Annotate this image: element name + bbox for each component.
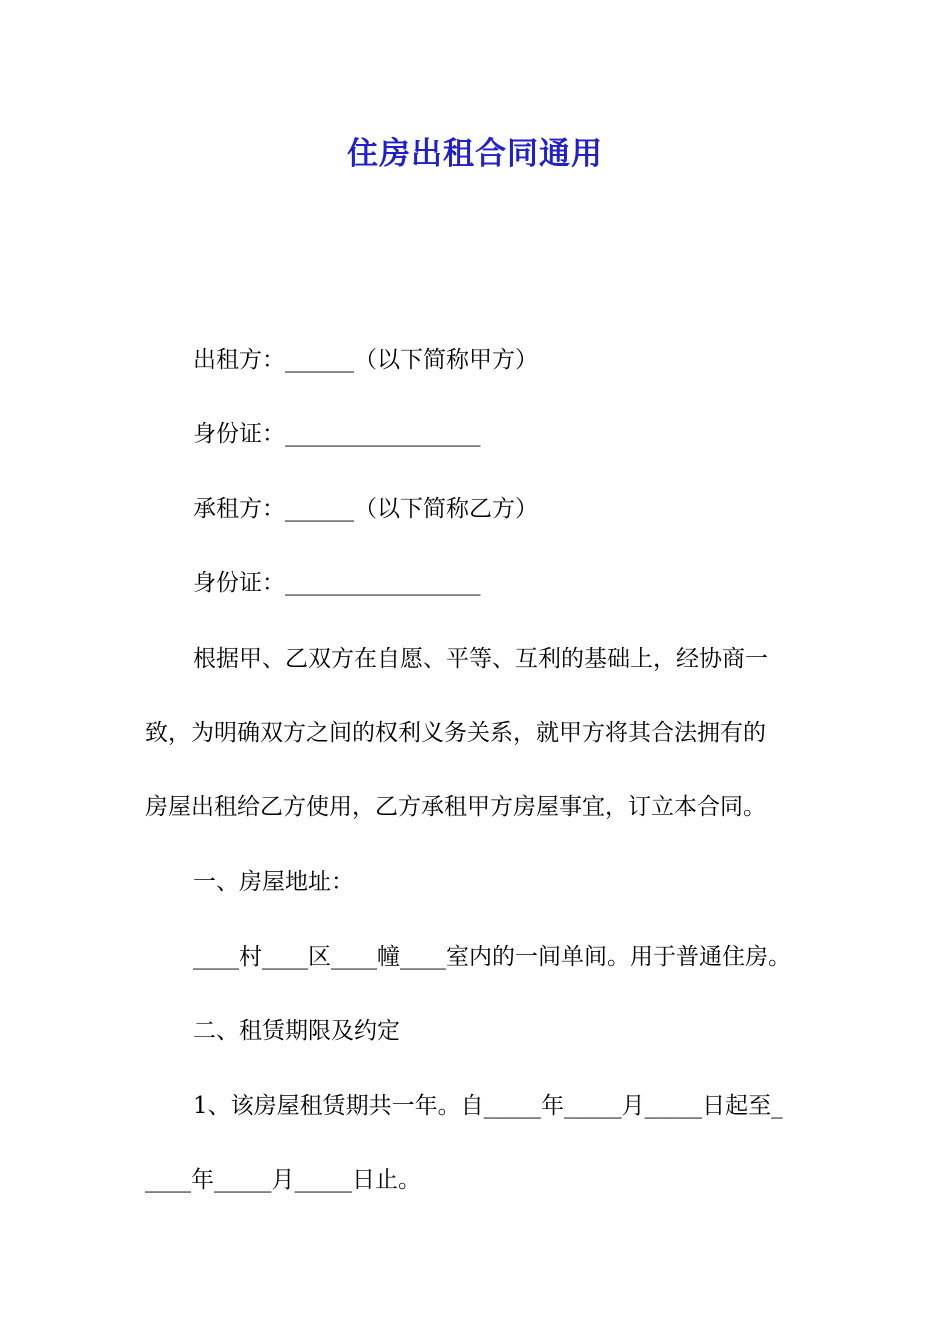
- lessor-id-line: 身份证：_________________: [193, 421, 481, 447]
- lessee-line: 承租方：______（以下简称乙方）: [193, 496, 538, 522]
- preamble-line-3: 房屋出租给乙方使用，乙方承租甲方房屋事宜，订立本合同。: [145, 794, 766, 820]
- preamble-line-1: 根据甲、乙双方在自愿、平等、互利的基础上，经协商一: [193, 646, 768, 672]
- lessee-id-line: 身份证：_________________: [193, 570, 481, 596]
- document-title: 住房出租合同通用: [347, 136, 603, 172]
- preamble-line-2: 致，为明确双方之间的权利义务关系，就甲方将其合法拥有的: [145, 720, 766, 746]
- address-line: ____村____区____幢____室内的一间单间。用于普通住房。: [193, 944, 791, 970]
- term-line-2: ____年_____月_____日止。: [145, 1167, 421, 1193]
- section-1-heading: 一、房屋地址：: [193, 869, 354, 895]
- section-2-heading: 二、租赁期限及约定: [193, 1018, 400, 1044]
- term-line-1: 1、该房屋租赁期共一年。自_____年_____月_____日起至_: [193, 1093, 783, 1119]
- lessor-line: 出租方：______（以下简称甲方）: [193, 347, 538, 373]
